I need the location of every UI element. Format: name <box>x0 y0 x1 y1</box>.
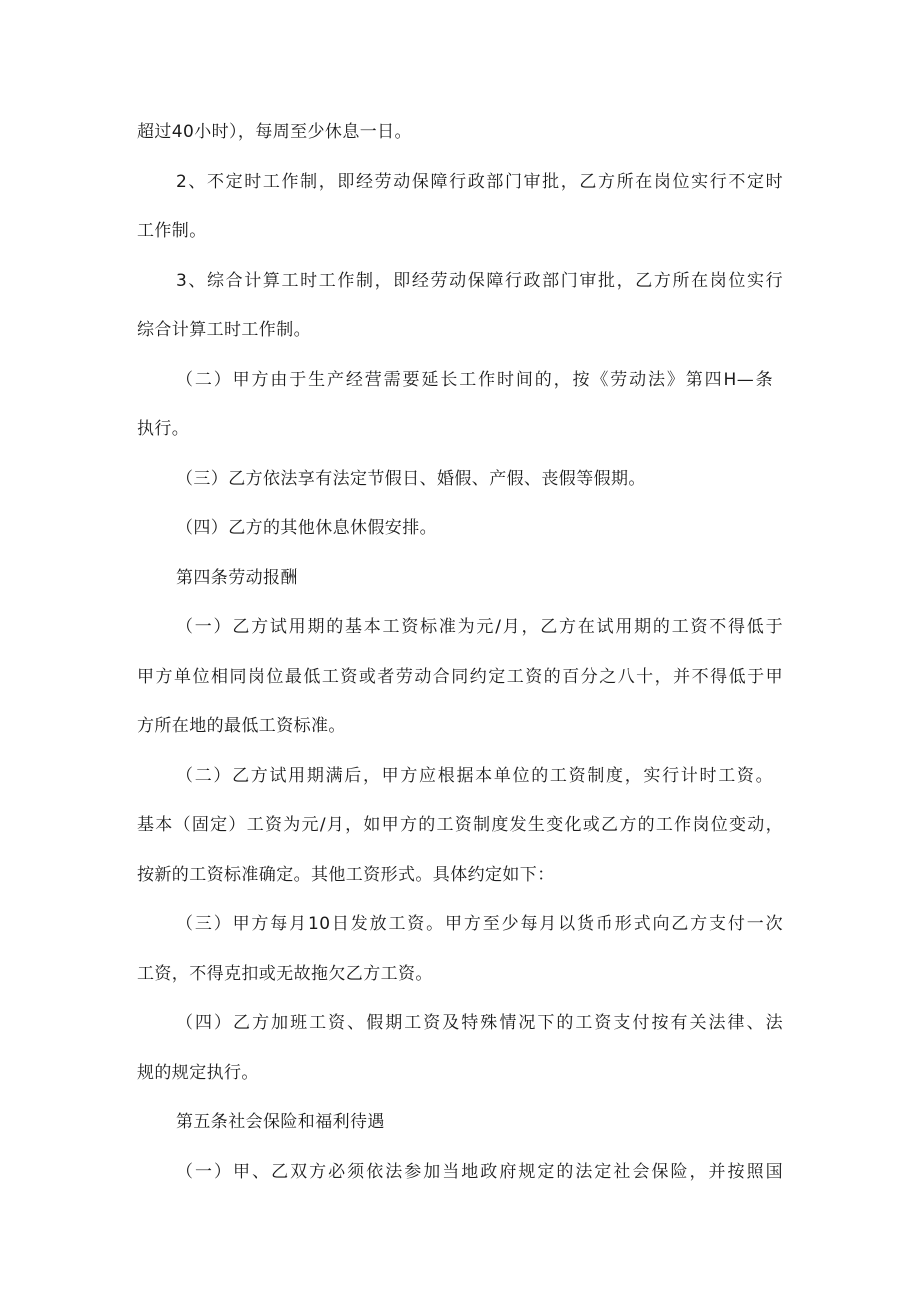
text-line: 综合计算工时工作制。 <box>137 320 311 340</box>
text-line: （四）乙方加班工资、假期工资及特殊情况下的工资支付按有关法律、法 <box>176 1013 783 1033</box>
text-line: （一）乙方试用期的基本工资标准为元/月，乙方在试用期的工资不得低于 <box>176 617 783 637</box>
text-line: 工作制。 <box>137 221 207 241</box>
section-heading: 第四条劳动报酬 <box>176 568 298 588</box>
text-line: （三）甲方每月10日发放工资。甲方至少每月以货币形式向乙方支付一次 <box>176 914 783 934</box>
text-line: 执行。 <box>137 419 190 439</box>
text-line: 按新的工资标准确定。其他工资形式。具体约定如下： <box>137 865 555 885</box>
text-line: （一）甲、乙双方必须依法参加当地政府规定的法定社会保险，并按照国 <box>176 1162 783 1182</box>
text-line: （三）乙方依法享有法定节假日、婚假、产假、丧假等假期。 <box>176 469 646 489</box>
text-line: 2、不定时工作制，即经劳动保障行政部门审批，乙方所在岗位实行不定时 <box>176 172 783 192</box>
section-heading: 第五条社会保险和福利待遇 <box>176 1112 385 1132</box>
text-line: 方所在地的最低工资标准。 <box>137 716 346 736</box>
text-line: （二）乙方试用期满后，甲方应根据本单位的工资制度，实行计时工资。 <box>176 766 773 786</box>
text-line: （四）乙方的其他休息休假安排。 <box>176 518 437 538</box>
text-line: （二）甲方由于生产经营需要延长工作时间的，按《劳动法》第四H—条 <box>176 370 773 390</box>
text-line: 工资，不得克扣或无故拖欠乙方工资。 <box>137 964 433 984</box>
text-line: 超过40小时），每周至少休息一日。 <box>137 122 412 142</box>
text-line: 甲方单位相同岗位最低工资或者劳动合同约定工资的百分之八十，并不得低于甲 <box>137 667 783 687</box>
text-line: 规的规定执行。 <box>137 1063 259 1083</box>
text-line: 3、综合计算工时工作制，即经劳动保障行政部门审批，乙方所在岗位实行 <box>176 271 783 291</box>
text-line: 基本（固定）工资为元/月，如甲方的工资制度发生变化或乙方的工作岗位变动， <box>137 815 783 835</box>
